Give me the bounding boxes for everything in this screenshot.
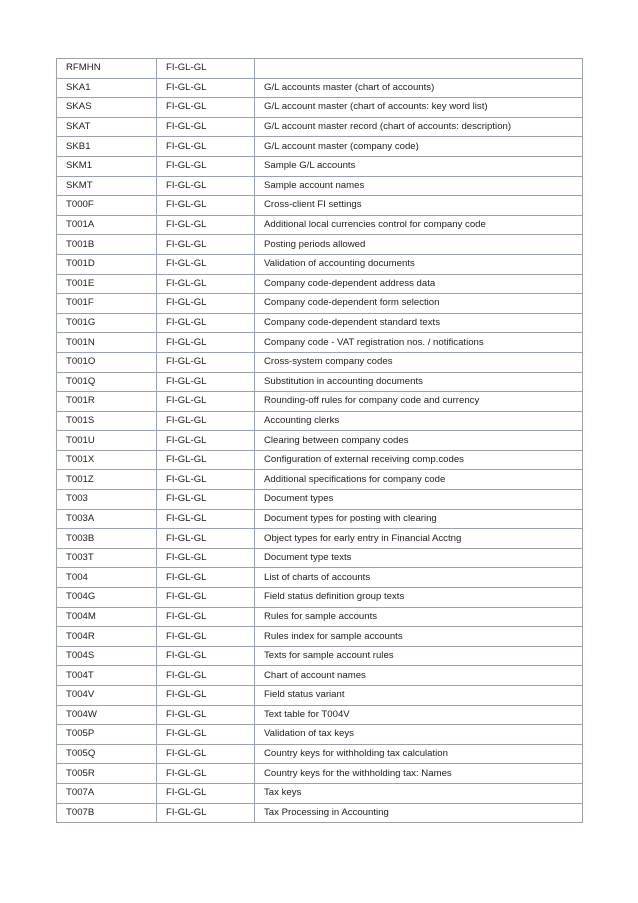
table-name-cell: T007A <box>57 783 157 803</box>
component-cell: FI-GL-GL <box>157 352 255 372</box>
component-cell: FI-GL-GL <box>157 274 255 294</box>
table-name-cell: SKMT <box>57 176 157 196</box>
description-cell: Chart of account names <box>255 666 583 686</box>
table-row <box>57 568 583 588</box>
component-cell: FI-GL-GL <box>157 764 255 784</box>
table-row <box>57 59 583 79</box>
table-name-cell: T004M <box>57 607 157 627</box>
component-cell: FI-GL-GL <box>157 607 255 627</box>
table-body <box>57 59 583 823</box>
table-name-cell: T003A <box>57 509 157 529</box>
table-name-cell: T004T <box>57 666 157 686</box>
component-cell: FI-GL-GL <box>157 156 255 176</box>
description-cell: Document types for posting with clearing <box>255 509 583 529</box>
table-row <box>57 705 583 725</box>
table-row <box>57 274 583 294</box>
table-row <box>57 294 583 314</box>
description-cell: Cross-system company codes <box>255 352 583 372</box>
table-name-cell: T004S <box>57 646 157 666</box>
table-name-cell: T001X <box>57 450 157 470</box>
component-cell: FI-GL-GL <box>157 392 255 412</box>
table-row <box>57 548 583 568</box>
description-cell: Object types for early entry in Financial Acctng <box>255 529 583 549</box>
description-cell: Field status definition group texts <box>255 588 583 608</box>
description-cell: Tax keys <box>255 783 583 803</box>
component-cell: FI-GL-GL <box>157 686 255 706</box>
component-cell: FI-GL-GL <box>157 666 255 686</box>
component-cell: FI-GL-GL <box>157 117 255 137</box>
description-cell: Additional local currencies control for company code <box>255 215 583 235</box>
table-row <box>57 509 583 529</box>
table-row <box>57 352 583 372</box>
table-row <box>57 764 583 784</box>
component-cell: FI-GL-GL <box>157 235 255 255</box>
description-cell: Company code - VAT registration nos. / notifications <box>255 333 583 353</box>
table-row <box>57 646 583 666</box>
component-cell: FI-GL-GL <box>157 372 255 392</box>
table-name-cell: T001S <box>57 411 157 431</box>
table-name-cell: T003T <box>57 548 157 568</box>
table-name-cell: SKAT <box>57 117 157 137</box>
table-name-cell: T005Q <box>57 744 157 764</box>
description-cell: G/L account master (company code) <box>255 137 583 157</box>
table-name-cell: T004R <box>57 627 157 647</box>
table-row <box>57 490 583 510</box>
table-row <box>57 666 583 686</box>
description-cell: List of charts of accounts <box>255 568 583 588</box>
description-cell: Company code-dependent address data <box>255 274 583 294</box>
description-cell: Rules for sample accounts <box>255 607 583 627</box>
table-row <box>57 803 583 823</box>
table-row <box>57 627 583 647</box>
description-cell: Document type texts <box>255 548 583 568</box>
description-cell: Country keys for withholding tax calculation <box>255 744 583 764</box>
table-name-cell: T004G <box>57 588 157 608</box>
table-row <box>57 196 583 216</box>
table-name-cell: T003B <box>57 529 157 549</box>
component-cell: FI-GL-GL <box>157 490 255 510</box>
description-cell: Posting periods allowed <box>255 235 583 255</box>
table-row <box>57 725 583 745</box>
table-name-cell: T003 <box>57 490 157 510</box>
component-cell: FI-GL-GL <box>157 470 255 490</box>
component-cell: FI-GL-GL <box>157 196 255 216</box>
component-cell: FI-GL-GL <box>157 98 255 118</box>
table-name-cell: T001E <box>57 274 157 294</box>
component-cell: FI-GL-GL <box>157 215 255 235</box>
table-name-cell: T007B <box>57 803 157 823</box>
component-cell: FI-GL-GL <box>157 431 255 451</box>
description-cell: G/L accounts master (chart of accounts) <box>255 78 583 98</box>
table-name-cell: T001Q <box>57 372 157 392</box>
component-cell: FI-GL-GL <box>157 137 255 157</box>
table-name-cell: T001B <box>57 235 157 255</box>
table-row <box>57 686 583 706</box>
table-row <box>57 372 583 392</box>
component-cell: FI-GL-GL <box>157 254 255 274</box>
description-cell: Text table for T004V <box>255 705 583 725</box>
table-name-cell: T004W <box>57 705 157 725</box>
table-row <box>57 98 583 118</box>
table-name-cell: T005R <box>57 764 157 784</box>
description-cell: Company code-dependent standard texts <box>255 313 583 333</box>
table-row <box>57 411 583 431</box>
table-name-cell: T004V <box>57 686 157 706</box>
table-row <box>57 392 583 412</box>
component-cell: FI-GL-GL <box>157 333 255 353</box>
table-row <box>57 588 583 608</box>
description-cell: Substitution in accounting documents <box>255 372 583 392</box>
description-cell: Validation of tax keys <box>255 725 583 745</box>
table-name-cell: T001F <box>57 294 157 314</box>
table-row <box>57 117 583 137</box>
table-row <box>57 254 583 274</box>
component-cell: FI-GL-GL <box>157 725 255 745</box>
table-row <box>57 783 583 803</box>
description-cell: Company code-dependent form selection <box>255 294 583 314</box>
description-cell: Field status variant <box>255 686 583 706</box>
description-cell: Cross-client FI settings <box>255 196 583 216</box>
table-row <box>57 529 583 549</box>
table-row <box>57 744 583 764</box>
description-cell: Clearing between company codes <box>255 431 583 451</box>
description-cell: Configuration of external receiving comp.codes <box>255 450 583 470</box>
description-cell: Accounting clerks <box>255 411 583 431</box>
table-name-cell: T001D <box>57 254 157 274</box>
table-name-cell: RFMHN <box>57 59 157 79</box>
description-cell: Rounding-off rules for company code and currency <box>255 392 583 412</box>
description-cell <box>255 59 583 79</box>
table-row <box>57 176 583 196</box>
table-name-cell: SKB1 <box>57 137 157 157</box>
table-name-cell: SKM1 <box>57 156 157 176</box>
description-cell: Sample G/L accounts <box>255 156 583 176</box>
description-cell: Country keys for the withholding tax: Names <box>255 764 583 784</box>
component-cell: FI-GL-GL <box>157 294 255 314</box>
table-name-cell: SKAS <box>57 98 157 118</box>
table-row <box>57 333 583 353</box>
table-name-cell: T001R <box>57 392 157 412</box>
table-row <box>57 235 583 255</box>
component-cell: FI-GL-GL <box>157 705 255 725</box>
component-cell: FI-GL-GL <box>157 78 255 98</box>
description-cell: Texts for sample account rules <box>255 646 583 666</box>
component-cell: FI-GL-GL <box>157 411 255 431</box>
component-cell: FI-GL-GL <box>157 646 255 666</box>
table-name-cell: T000F <box>57 196 157 216</box>
component-cell: FI-GL-GL <box>157 450 255 470</box>
document-page <box>56 58 582 823</box>
component-cell: FI-GL-GL <box>157 803 255 823</box>
description-cell: G/L account master (chart of accounts: key word list) <box>255 98 583 118</box>
table-row <box>57 78 583 98</box>
table-name-cell: T001G <box>57 313 157 333</box>
table-row <box>57 137 583 157</box>
component-cell: FI-GL-GL <box>157 568 255 588</box>
description-cell: Document types <box>255 490 583 510</box>
description-cell: Sample account names <box>255 176 583 196</box>
table-name-cell: T001O <box>57 352 157 372</box>
table-row <box>57 215 583 235</box>
table-name-cell: T001U <box>57 431 157 451</box>
component-cell: FI-GL-GL <box>157 783 255 803</box>
component-cell: FI-GL-GL <box>157 627 255 647</box>
table-name-cell: T005P <box>57 725 157 745</box>
component-cell: FI-GL-GL <box>157 313 255 333</box>
description-cell: Tax Processing in Accounting <box>255 803 583 823</box>
table-row <box>57 607 583 627</box>
table-row <box>57 431 583 451</box>
description-cell: Additional specifications for company code <box>255 470 583 490</box>
description-cell: G/L account master record (chart of accounts: description) <box>255 117 583 137</box>
table-row <box>57 313 583 333</box>
description-cell: Rules index for sample accounts <box>255 627 583 647</box>
component-cell: FI-GL-GL <box>157 176 255 196</box>
component-cell: FI-GL-GL <box>157 529 255 549</box>
table-row <box>57 470 583 490</box>
component-cell: FI-GL-GL <box>157 588 255 608</box>
component-cell: FI-GL-GL <box>157 548 255 568</box>
table-name-cell: T001N <box>57 333 157 353</box>
sap-table-list <box>56 58 583 823</box>
table-row <box>57 156 583 176</box>
table-name-cell: SKA1 <box>57 78 157 98</box>
component-cell: FI-GL-GL <box>157 744 255 764</box>
table-name-cell: T001Z <box>57 470 157 490</box>
table-row <box>57 450 583 470</box>
table-name-cell: T004 <box>57 568 157 588</box>
component-cell: FI-GL-GL <box>157 59 255 79</box>
table-name-cell: T001A <box>57 215 157 235</box>
description-cell: Validation of accounting documents <box>255 254 583 274</box>
component-cell: FI-GL-GL <box>157 509 255 529</box>
